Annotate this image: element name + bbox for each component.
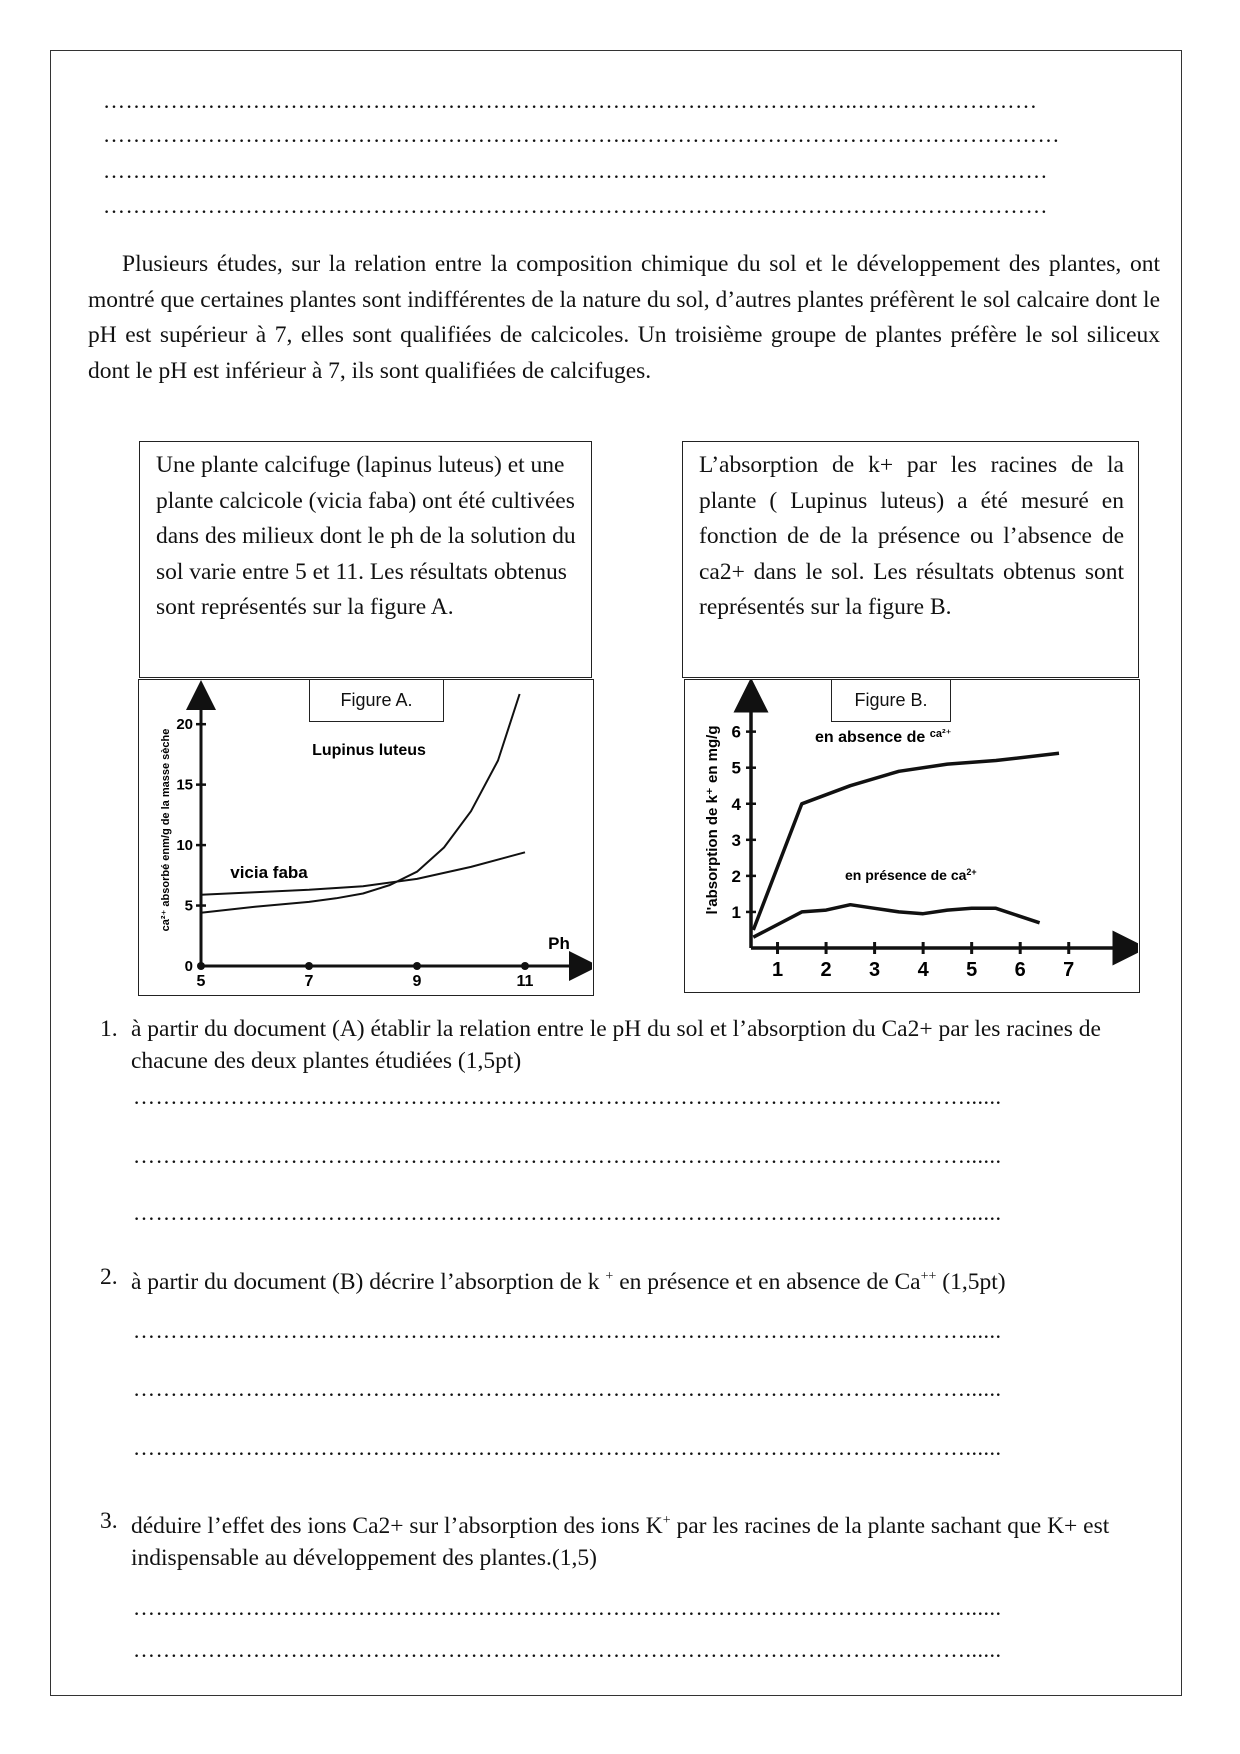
y-tick-label: 1 [731,902,741,922]
x-axis-label: Ph [548,934,570,953]
y-tick-label: 3 [731,830,741,850]
figure-b-title: Figure B. [831,679,951,722]
question-text: à partir du document (A) établir la relation entre le pH du sol et l’absorption du Ca2+ par les racines de chacune des deux plantes étudiées (1,5pt) [131,1016,1101,1074]
answer-line: ……………………………………………………………..………………………………………………… [103,122,1060,147]
figure-a-chart [139,680,592,994]
series-line-presence-ca [753,905,1039,938]
x-tick-label: 2 [820,959,832,981]
answer-line: …………………………………………………………………………………………………...... [133,1435,1002,1460]
question-number: 1. [100,1016,118,1042]
x-tick-label: 5 [196,973,206,990]
x-tick-label: 3 [869,959,881,981]
intro-paragraph: Plusieurs études, sur la relation entre la composition chimique du sol et le développement des plantes, ont montré que certaines plantes sont indifférentes de la nature du sol, d’autres plantes préfèrent le sol calcaire dont le pH est supérieur à 7, elles sont qualifiées de calcicoles. Un troisième groupe de plantes préfère le sol siliceux dont le pH est inférieur à 7, ils sont qualifiées de calcifuges. [88,251,1160,384]
question-1 [100,1013,1160,1077]
question-number: 2. [100,1264,118,1290]
y-tick-label: 20 [176,716,193,734]
question-2 [100,1261,1160,1298]
series-label-lupinus: Lupinus luteus [312,742,426,759]
answer-line: …………………………………………………………………………………………………...... [133,1318,1002,1343]
answer-line: …………………………………………………………………………………………………...... [133,1200,1002,1225]
series-label-absence: en absence de $^{ca^{2+}}$ [815,728,952,746]
figure-a-title: Figure A. [309,679,444,722]
x-tick-label: 7 [304,973,314,990]
answer-line: …………………………………………………………………………………………………...... [133,1084,1002,1109]
y-tick-label: 15 [176,776,193,794]
answer-line: …………………………………………………………………………………………………...... [133,1143,1002,1168]
x-tick [197,962,205,970]
answer-line: …………………………………………………………………………………………………...... [133,1376,1002,1401]
question-text: déduire l’effet des ions Ca2+ sur l’absorption des ions K+ par les racines de la plante sachant que K+ est indispensable au développement des plantes.(1,5) [131,1512,1110,1571]
x-tick-label: 11 [516,973,534,990]
y-tick-label: 2 [731,866,741,886]
y-tick-label: 10 [176,837,193,855]
x-tick [521,962,529,970]
answer-line: ………………………………………………………………………………………..…………………… [103,88,1038,113]
y-axis-label: l'absorption de k⁺ en mg/g [704,725,721,915]
x-tick-label: 5 [966,959,978,981]
y-tick-label: 6 [731,722,741,742]
x-tick-label: 9 [412,973,422,990]
y-tick-label: 0 [184,958,193,975]
question-number: 3. [100,1508,118,1534]
x-tick-label: 4 [917,959,929,981]
x-tick [413,962,421,970]
answer-line: ……………………………………………………………………………………………………………… [103,193,1048,218]
x-tick-label: 1 [771,959,784,981]
series-line-absence-ca [753,753,1059,930]
y-tick-label: 5 [184,897,193,915]
figure-b [684,679,1140,993]
figure-b-chart [685,680,1138,991]
series-label-presence: en présence de $ca^{2+}$ [845,867,977,883]
y-tick-label: 5 [731,758,741,778]
x-tick-label: 6 [1014,959,1026,981]
figure-a [138,679,594,996]
y-tick-label: 4 [731,794,741,814]
series-label-vicia: vicia faba [230,863,308,882]
answer-line: …………………………………………………………………………………………………...... [133,1637,1002,1662]
answer-line: ……………………………………………………………………………………………………………… [103,158,1048,183]
x-tick [305,962,313,970]
answer-line: …………………………………………………………………………………………………...... [133,1595,1002,1620]
x-tick-label: 7 [1063,959,1075,981]
y-axis-label: ca²⁺ absorbé enm/g de la masse sèche [160,728,172,932]
question-3 [100,1505,1160,1574]
question-text: à partir du document (B) décrire l’absorption de k + en présence et en absence de Ca++ (1,5pt) [131,1268,1006,1295]
document-b-box: L’absorption de k+ par les racines de la plante ( Lupinus luteus) a été mesuré en fonction de de la présence ou l’absence de ca2+ dans le sol. Les résultats obtenus sont représentés sur la figure B. [682,441,1139,678]
document-a-box: Une plante calcifuge (lapinus luteus) et une plante calcicole (vicia faba) ont été cultivées dans des milieux dont le ph de la solution du sol varie entre 5 et 11. Les résultats obtenus sont représentés sur la figure A. [139,441,592,678]
